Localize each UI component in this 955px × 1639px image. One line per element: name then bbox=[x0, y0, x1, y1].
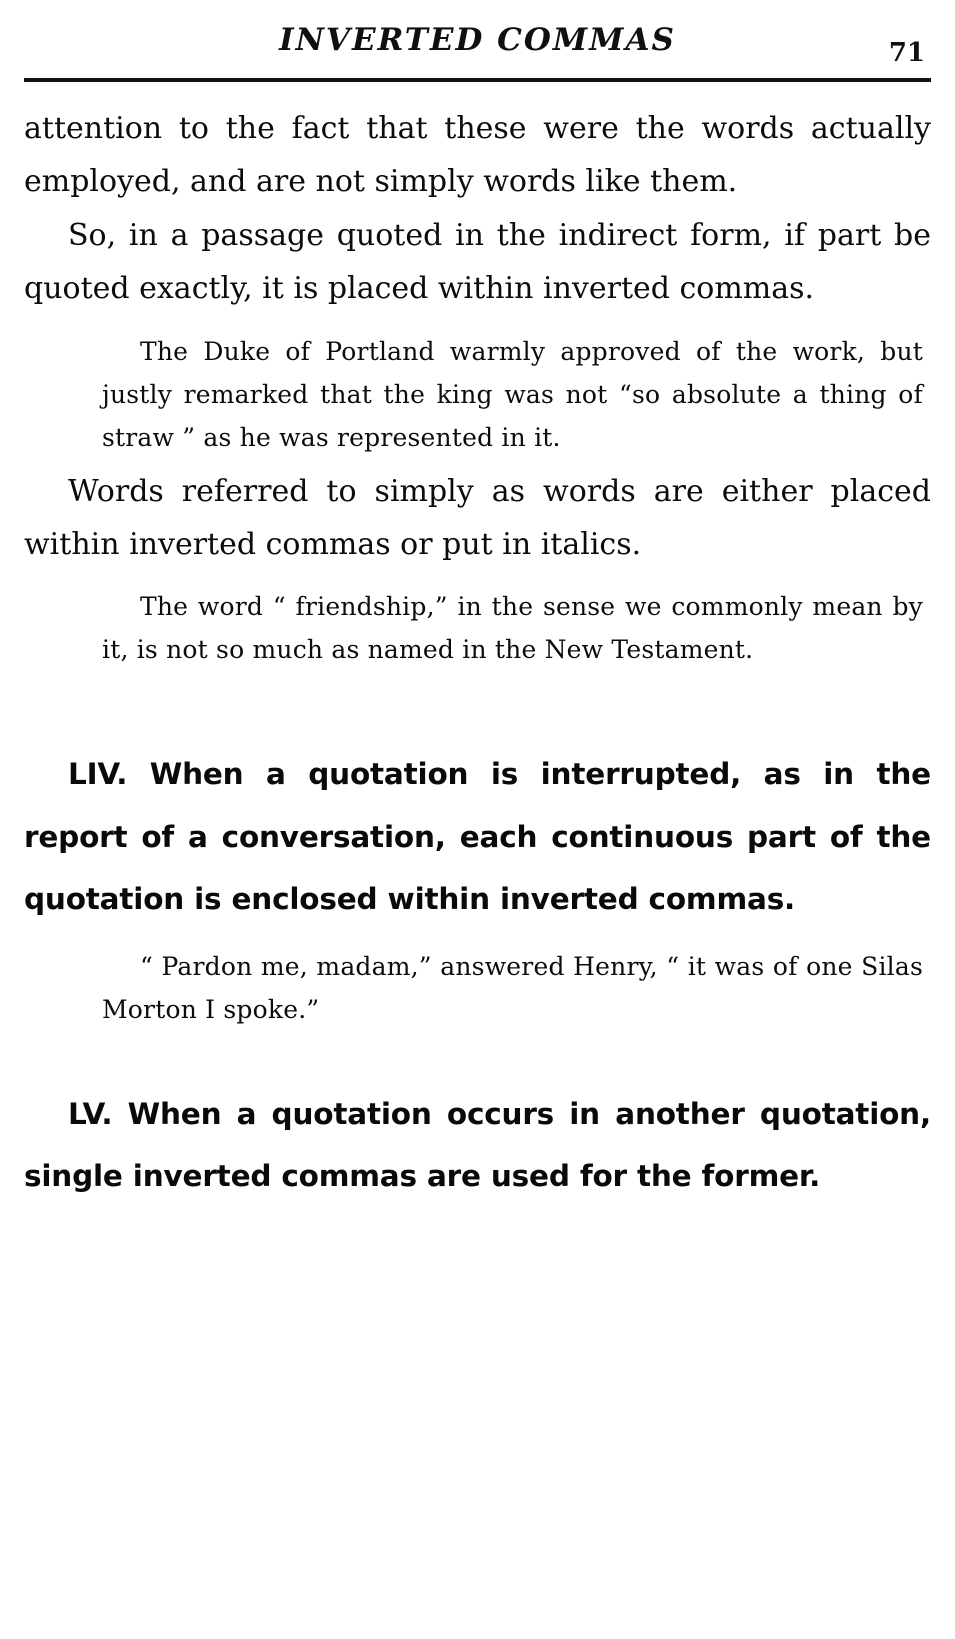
paragraph-words-as-words: Words referred to simply as words are either placed within inverted commas or put in italics. bbox=[24, 473, 931, 562]
page-number: 71 bbox=[888, 38, 925, 68]
page-header bbox=[30, 22, 925, 70]
page-body bbox=[24, 82, 931, 1208]
paragraph-continuation: attention to the fact that these were the words actually employed, and are not simply words like them. bbox=[24, 111, 931, 200]
blockquote-text: The Duke of Portland warmly approved of the work, but justly remarked that the king was not “so absolute a thing of straw ” as he was represented in it. bbox=[102, 336, 923, 452]
document-page bbox=[0, 22, 955, 1639]
section-spacer bbox=[24, 677, 931, 703]
section-spacer bbox=[24, 1037, 931, 1047]
blockquote-friendship bbox=[102, 585, 923, 671]
rule-heading-lv: LV. When a quotation occurs in another quotation, single inverted commas are used for the former. bbox=[24, 1096, 931, 1194]
running-title: INVERTED COMMAS bbox=[279, 22, 676, 58]
blockquote-duke-of-portland bbox=[102, 330, 923, 459]
paragraph-indirect-quotation: So, in a passage quoted in the indirect form, if part be quoted exactly, it is placed within inverted commas. bbox=[24, 217, 931, 307]
blockquote-text: The word “ friendship,” in the sense we commonly mean by it, is not so much as named in the New Testament. bbox=[102, 592, 923, 665]
blockquote-text: “ Pardon me, madam,” answered Henry, “ it was of one Silas Morton I spoke.” bbox=[102, 951, 923, 1024]
blockquote-pardon-me-madam bbox=[102, 945, 923, 1031]
rule-heading-liv: LIV. When a quotation is interrupted, as in the report of a conversation, each continuous part of the quotation is enclosed within inverted commas. bbox=[24, 757, 931, 917]
